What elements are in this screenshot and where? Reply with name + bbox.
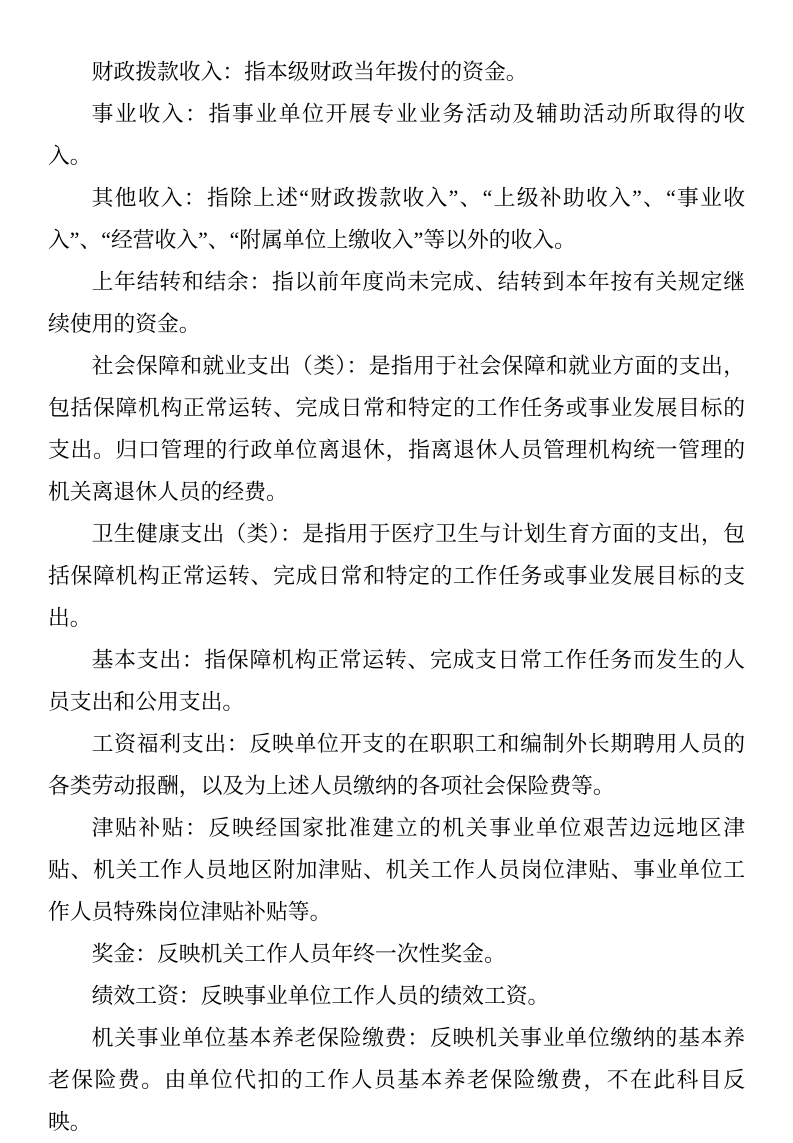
definition-paragraph-performance-pay: 绩效工资：反映事业单位工作人员的绩效工资。 [91,984,550,1008]
definition-paragraph-wage-welfare-expenditure: 工资福利支出：反映单位开支的在职职工和编制外长期聘用人员的各类劳动报酬，以及为上述人员缴纳的各项社会保险费等。 [48,732,745,798]
document-body [48,51,745,1143]
definition-paragraph-other-income: 其他收入：指除上述“财政拨款收入”、“上级补助收入”、“事业收入”、“经营收入”、“附属单位上缴收入”等以外的收入。 [48,186,745,252]
definition-paragraph-health-expenditure: 卫生健康支出（类）：是指用于医疗卫生与计划生育方面的支出，包括保障机构正常运转、完成日常和特定的工作任务或事业发展目标的支出。 [48,522,745,630]
definition-paragraph-carryover-surplus: 上年结转和结余：指以前年度尚未完成、结转到本年按有关规定继续使用的资金。 [48,270,745,336]
definition-paragraph-operational-income: 事业收入：指事业单位开展专业业务活动及辅助活动所取得的收入。 [48,102,745,168]
definition-paragraph-social-security-employment-expenditure: 社会保障和就业支出（类）：是指用于社会保障和就业方面的支出，包括保障机构正常运转、完成日常和特定的工作任务或事业发展目标的支出。归口管理的行政单位离退休，指离退休人员管理机构统一管理的机关离退休人员的经费。 [48,354,745,504]
definition-paragraph-pension-contribution: 机关事业单位基本养老保险缴费：反映机关事业单位缴纳的基本养老保险费。由单位代扣的工作人员基本养老保险缴费，不在此科目反映。 [48,1026,745,1134]
definition-paragraph-fiscal-appropriation-income: 财政拨款收入：指本级财政当年拨付的资金。 [91,60,528,84]
definition-paragraph-allowances-subsidies: 津贴补贴：反映经国家批准建立的机关事业单位艰苦边远地区津贴、机关工作人员地区附加津贴、机关工作人员岗位津贴、事业单位工作人员特殊岗位津贴补贴等。 [48,816,745,924]
definition-paragraph-bonus: 奖金：反映机关工作人员年终一次性奖金。 [91,942,506,966]
definition-paragraph-basic-expenditure: 基本支出：指保障机构正常运转、完成支日常工作任务而发生的人员支出和公用支出。 [48,648,745,714]
